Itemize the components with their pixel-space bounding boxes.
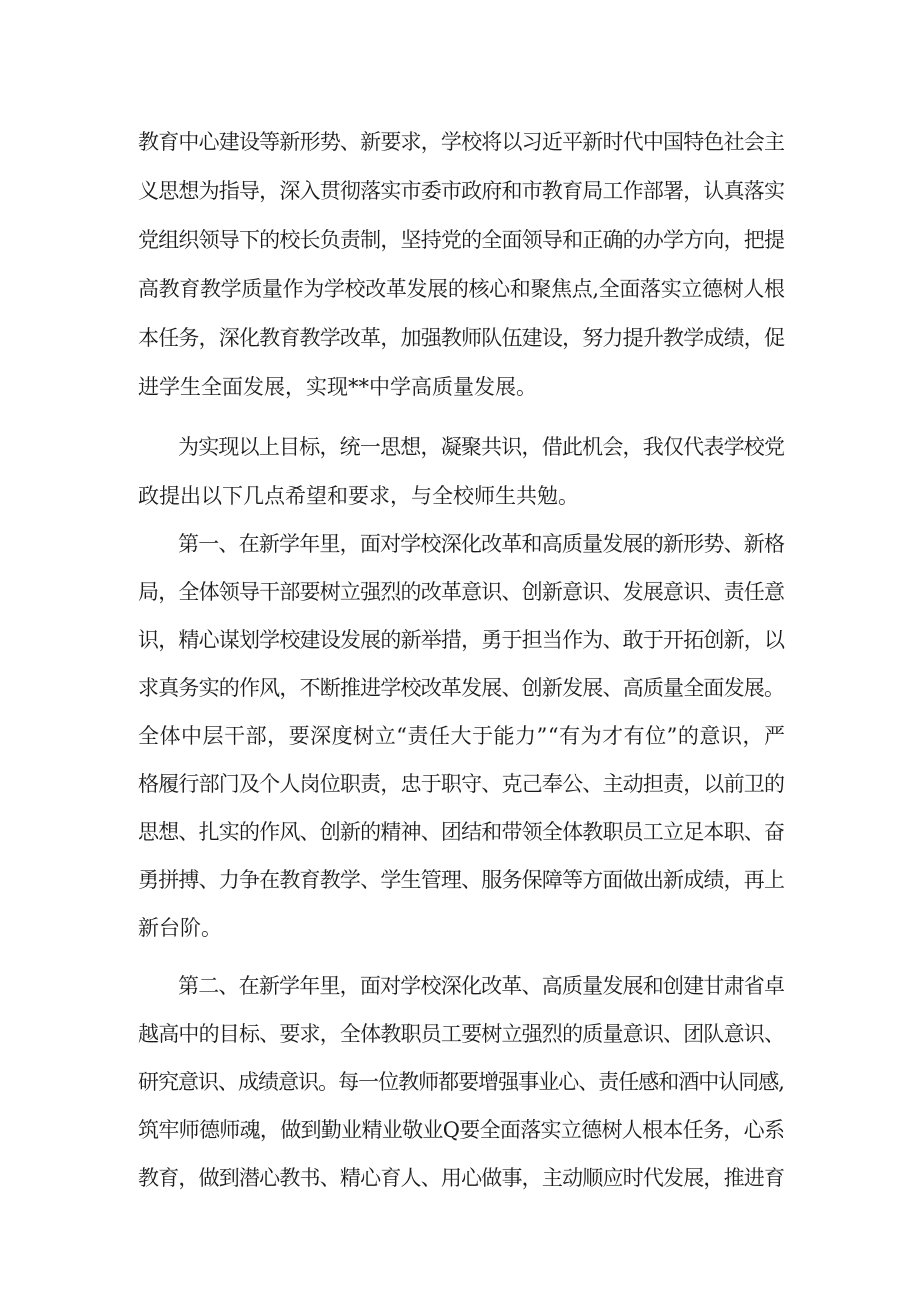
- text-line: 教育中心建设等新形势、新要求，学校将以习近平新时代中国特色社会主: [138, 130, 785, 154]
- text-line: 筑牢师德师魂，做到勤业精业敬业Q要全面落实立德树人根本任务，心系: [138, 1118, 785, 1142]
- text-line: 第一、在新学年里，面对学校深化改革和高质量发展的新形势、新格: [178, 532, 785, 556]
- text-line: 新台阶。: [138, 916, 222, 940]
- text-line: 全体中层干部，要深度树立“责任大于能力”“有为才有位”的意识，严: [138, 724, 786, 748]
- text-line: 本任务，深化教育教学改革，加强教师队伍建设，努力提升教学成绩，促: [138, 326, 785, 350]
- text-line: 局，全体领导干部要树立强烈的改革意识、创新意识、发展意识、责任意: [138, 580, 785, 604]
- text-line: 思想、扎实的作风、创新的精神、团结和带领全体教职员工立足本职、奋: [138, 820, 785, 844]
- text-line: 识，精心谋划学校建设发展的新举措，勇于担当作为、敢于开拓创新，以: [138, 628, 785, 652]
- text-line: 为实现以上目标，统一思想，凝聚共识，借此机会，我仅代表学校党: [178, 435, 785, 459]
- text-line: 党组织领导下的校长负责制，坚持党的全面领导和正确的办学方向，把提: [138, 228, 785, 252]
- text-line: 高教育教学质量作为学校改革发展的核心和聚焦点,全面落实立德树人根: [138, 277, 785, 301]
- text-line: 第二、在新学年里，面对学校深化改革、高质量发展和创建甘肃省卓: [178, 974, 785, 998]
- text-line: 格履行部门及个人岗位职责，忠于职守、克己奉公、主动担责，以前卫的: [138, 772, 785, 796]
- text-line: 研究意识、成绩意识。每一位教师都要增强事业心、责任感和酒中认同感,: [138, 1070, 784, 1094]
- text-line: 进学生全面发展，实现**中学高质量发展。: [138, 375, 537, 399]
- text-line: 义思想为指导，深入贯彻落实市委市政府和市教育局工作部署，认真落实: [138, 179, 785, 203]
- text-line: 越高中的目标、要求，全体教职员工要树立强烈的质量意识、团队意识、: [138, 1022, 785, 1046]
- text-line: 政提出以下几点希望和要求，与全校师生共勉。: [138, 484, 579, 508]
- text-line: 教育，做到潜心教书、精心育人、用心做事，主动顺应时代发展，推进育: [138, 1166, 785, 1190]
- text-line: 勇拼搏、力争在教育教学、学生管理、服务保障等方面做出新成绩，再上: [138, 868, 785, 892]
- text-line: 求真务实的作风，不断推进学校改革发展、创新发展、高质量全面发展。: [138, 676, 785, 700]
